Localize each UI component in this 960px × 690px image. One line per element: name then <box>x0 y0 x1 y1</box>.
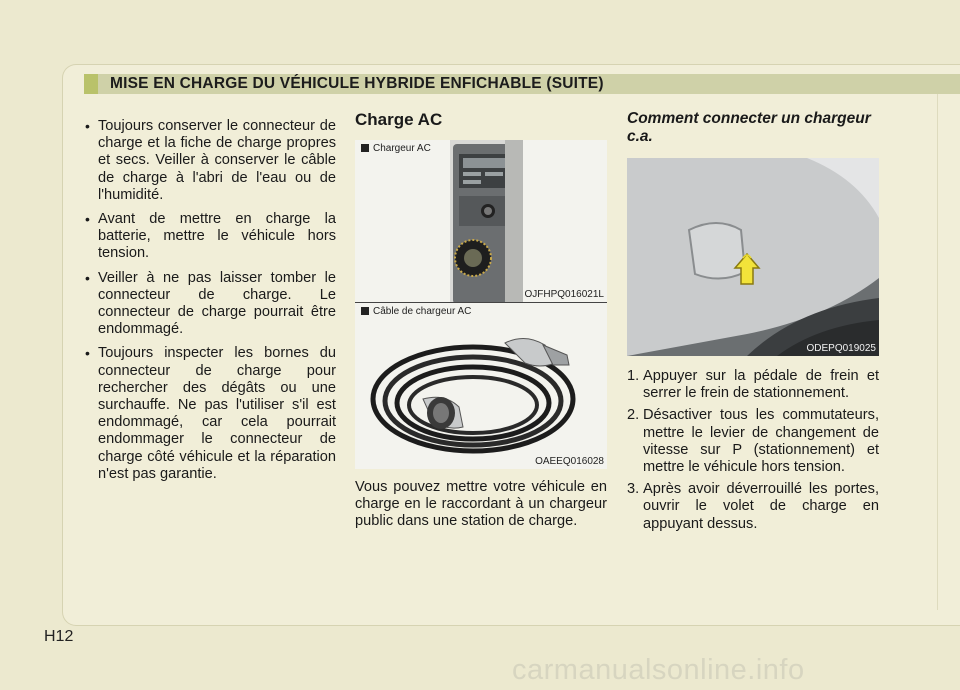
page-divider <box>937 90 938 610</box>
connect-charger-title: Comment connecter un chargeur c.a. <box>627 110 871 145</box>
figure-code: ODEPQ019025 <box>806 343 876 354</box>
figure-label: Câble de chargeur AC <box>361 306 471 317</box>
middle-column <box>355 110 607 531</box>
bullet-item: • Avant de mettre en charge la batterie, mettre le véhicule hors tension. <box>85 211 336 262</box>
charge-door-illustration <box>627 158 879 356</box>
bullet-dot-icon: • <box>85 211 90 228</box>
step-item: 2. Désactiver tous les commutateurs, mettre le levier de changement de vitesse sur P (stationnement) et mettre le véhicule hors tension. <box>627 407 879 476</box>
connect-steps <box>627 368 879 533</box>
figure-code: OAEEQ016028 <box>535 456 604 467</box>
ac-cable-figure <box>355 303 607 469</box>
ac-charger-figure <box>355 140 607 302</box>
figure-code: OJFHPQ016021L <box>524 289 604 300</box>
section-title: MISE EN CHARGE DU VÉHICULE HYBRIDE ENFICHABLE (SUITE) <box>110 75 604 92</box>
bullet-item: • Toujours inspecter les bornes du connecteur de charge pour rechercher des dégâts ou une surchauffe. Ne pas l'utiliser s'il est endommagé, car cela pourrait endommager le connecteur de charge côté véhicule et la réparation n'est pas garantie. <box>85 345 336 482</box>
right-column <box>627 110 879 538</box>
bullet-item: • Veiller à ne pas laisser tomber le connecteur de charge. Le connecteur de charge pourrait être endommagé. <box>85 269 336 338</box>
bullet-dot-icon: • <box>85 118 90 134</box>
ac-charger-illustration <box>355 140 607 302</box>
step-item: 3. Après avoir déverrouillé les portes, ouvrir le volet de charge en appuyant dessus. <box>627 481 879 532</box>
watermark: carmanualsonline.info <box>512 654 805 686</box>
bullet-dot-icon: • <box>85 345 90 362</box>
ac-cable-illustration <box>355 303 607 469</box>
charge-door-figure <box>627 158 879 356</box>
figure-label: Chargeur AC <box>361 143 431 154</box>
page-number: H12 <box>44 628 74 645</box>
bullet-dot-icon: • <box>85 269 90 286</box>
left-column <box>84 118 336 490</box>
charge-ac-title: Charge AC <box>355 110 443 129</box>
charge-ac-paragraph: Vous pouvez mettre votre véhicule en charge en le raccordant à un chargeur public dans une station de charge. <box>355 479 607 530</box>
warning-bullets <box>84 118 336 483</box>
step-item: 1. Appuyer sur la pédale de frein et serrer le frein de stationnement. <box>627 368 879 402</box>
bullet-item: • Toujours conserver le connecteur de charge et la fiche de charge propres et secs. Veiller à conserver le câble de charge à l'abri de l'eau ou de l'humidité. <box>85 118 336 203</box>
section-header-accent <box>84 74 98 94</box>
